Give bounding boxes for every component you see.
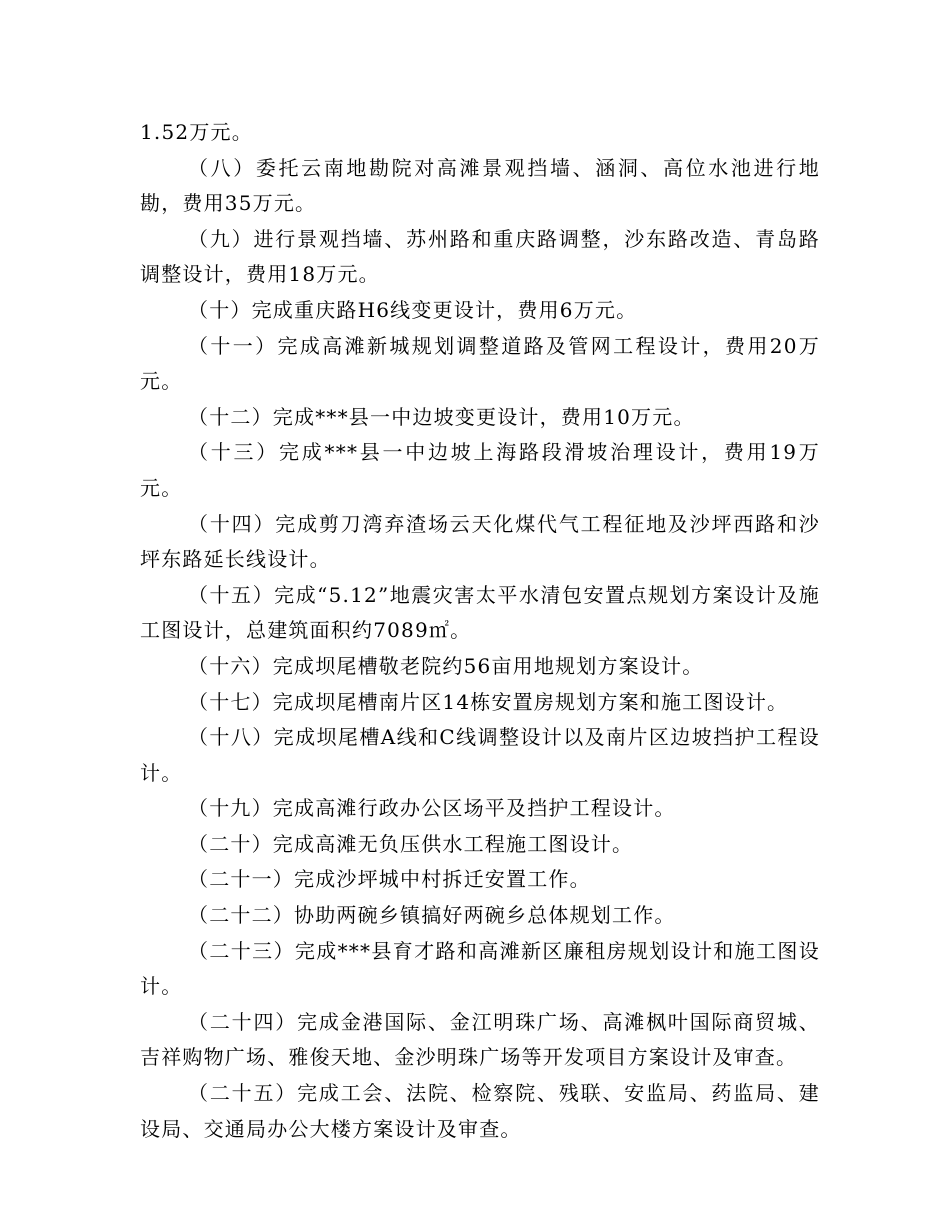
paragraph: （十六）完成坝尾槽敬老院约56亩用地规划方案设计。 bbox=[188, 653, 704, 678]
paragraph: （十七）完成坝尾槽南片区14栋安置房规划方案和施工图设计。 bbox=[188, 689, 789, 714]
document-body bbox=[140, 115, 820, 1147]
paragraph: （十三）完成***县一中边坡上海路段滑坡治理设计，费用19万元。 bbox=[140, 440, 820, 500]
paragraph: （十四）完成剪刀湾弃渣场云天化煤代气工程征地及沙坪西路和沙坪东路延长线设计。 bbox=[140, 511, 820, 572]
paragraph: （十）完成重庆路H6线变更设计，费用6万元。 bbox=[188, 297, 638, 322]
paragraph: （二十一）完成沙坪城中村拆迁安置工作。 bbox=[188, 867, 591, 892]
paragraph: （八）委托云南地勘院对高滩景观挡墙、涵洞、高位水池进行地勘，费用35万元。 bbox=[140, 155, 820, 216]
paragraph: （二十二）协助两碗乡镇搞好两碗乡总体规划工作。 bbox=[188, 903, 676, 928]
paragraph: （十八）完成坝尾槽A线和C线调整设计以及南片区边坡挡护工程设计。 bbox=[140, 725, 820, 785]
paragraph: （十二）完成***县一中边坡变更设计，费用10万元。 bbox=[188, 404, 695, 429]
paragraph: （十一）完成高滩新城规划调整道路及管网工程设计，费用20万元。 bbox=[140, 333, 820, 394]
paragraph: 1.52万元。 bbox=[140, 120, 253, 144]
paragraph: （十九）完成高滩行政办公区场平及挡护工程设计。 bbox=[188, 796, 676, 821]
paragraph: （二十）完成高滩无负压供水工程施工图设计。 bbox=[188, 831, 634, 856]
paragraph: （九）进行景观挡墙、苏州路和重庆路调整，沙东路改造、青岛路调整设计，费用18万元。 bbox=[140, 226, 820, 287]
paragraph: （二十五）完成工会、法院、检察院、残联、安监局、药监局、建设局、交通局办公大楼方案设计及审查。 bbox=[140, 1081, 820, 1141]
paragraph: （十五）完成“5.12”地震灾害太平水清包安置点规划方案设计及施工图设计，总建筑面积约7089㎡。 bbox=[140, 582, 820, 643]
paragraph: （二十四）完成金港国际、金江明珠广场、高滩枫叶国际商贸城、吉祥购物广场、雅俊天地、金沙明珠广场等开发项目方案设计及审查。 bbox=[140, 1009, 820, 1070]
paragraph: （二十三）完成***县育才路和高滩新区廉租房规划设计和施工图设计。 bbox=[140, 938, 820, 999]
